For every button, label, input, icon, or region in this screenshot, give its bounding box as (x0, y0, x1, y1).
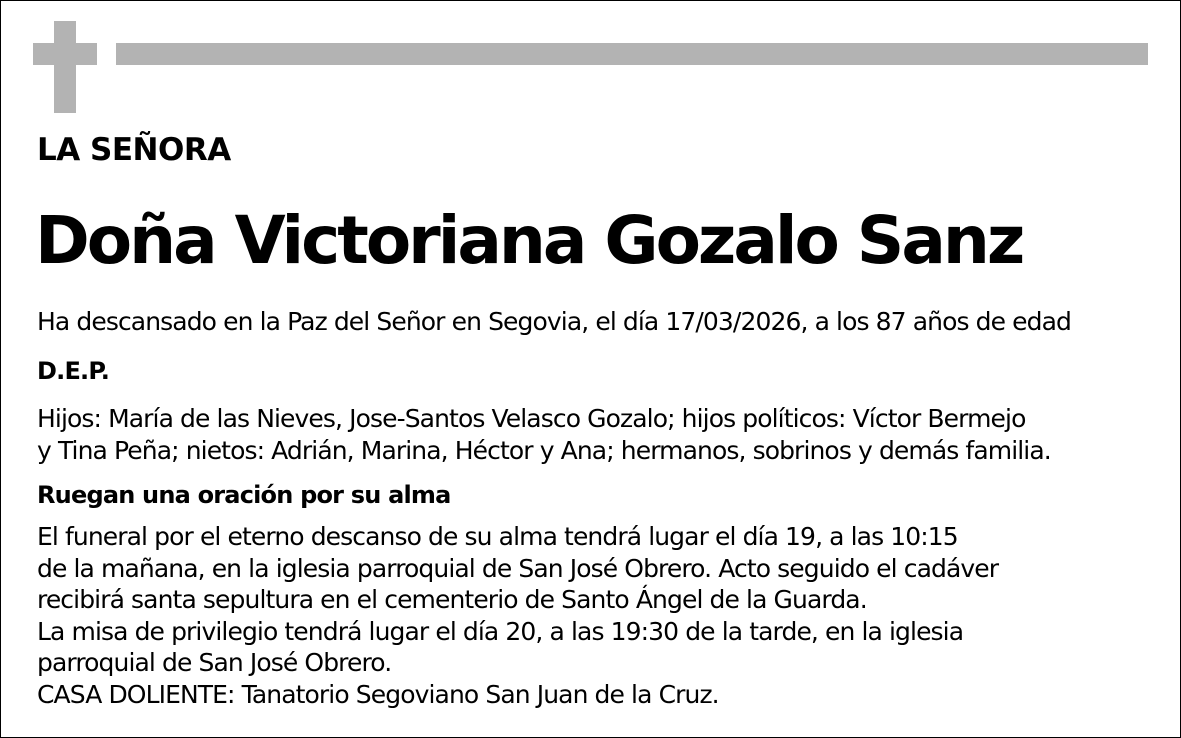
funeral-line: El funeral por el eterno descanso de su alma tendrá lugar el día 19, a las 10:15 (37, 522, 958, 551)
deceased-name: Doña Victoriana Gozalo Sanz (35, 202, 1023, 279)
family-paragraph (37, 403, 1051, 466)
funeral-paragraph (37, 521, 998, 711)
header-rule (116, 43, 1148, 65)
funeral-line: de la mañana, en la iglesia parroquial de San José Obrero. Acto seguido el cadáver (37, 553, 999, 583)
family-line: y Tina Peña; nietos: Adrián, Marina, Héctor y Ana; hermanos, sobrinos y demás familia. (37, 435, 1051, 465)
family-line: Hijos: María de las Nieves, Jose-Santos Velasco Gozalo; hijos políticos: Víctor Bermejo (37, 404, 1026, 433)
death-announcement: Ha descansado en la Paz del Señor en Segovia, el día 17/03/2026, a los 87 años de edad (37, 307, 1071, 336)
funeral-line: parroquial de San José Obrero. (37, 648, 392, 678)
honorific-title: LA SEÑORA (37, 132, 231, 168)
funeral-line: La misa de privilegio tendrá lugar el día 20, a las 19:30 de la tarde, en la iglesia (37, 616, 964, 646)
funeral-line: recibirá santa sepultura en el cementerio de Santo Ángel de la Guarda. (37, 585, 867, 615)
funeral-line: CASA DOLIENTE: Tanatorio Segoviano San Juan de la Cruz. (37, 679, 719, 709)
dep-label: D.E.P. (37, 357, 110, 385)
cross-horizontal-bar (33, 43, 97, 65)
prayer-request: Ruegan una oración por su alma (37, 481, 451, 509)
cross-vertical-bar (54, 21, 76, 113)
